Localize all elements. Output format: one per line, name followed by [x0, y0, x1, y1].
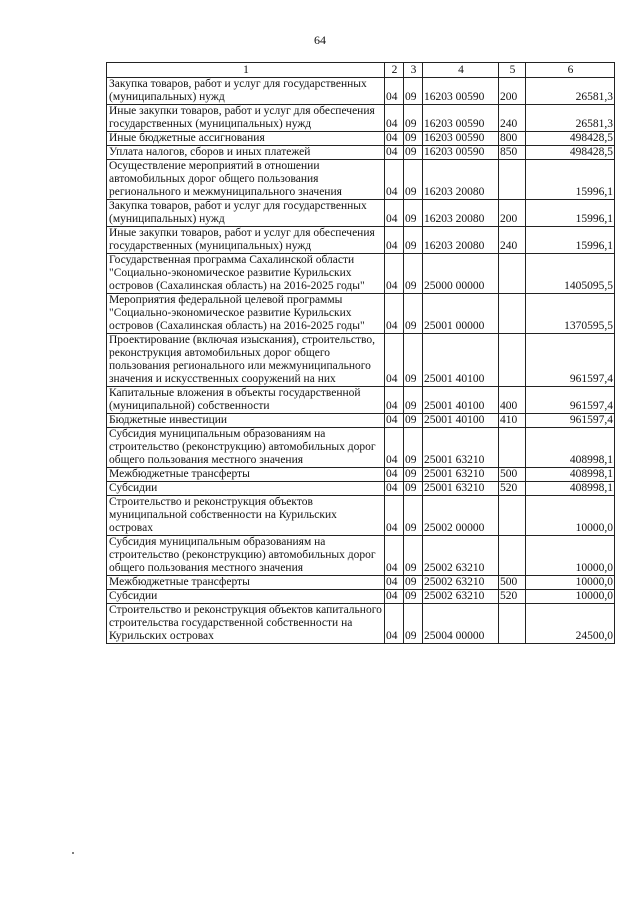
row-section: 04 — [385, 590, 404, 604]
header-row — [107, 63, 615, 78]
row-amount: 10000,0 — [526, 496, 615, 536]
row-expense-type — [499, 160, 526, 200]
row-expense-type: 850 — [499, 146, 526, 160]
row-subsection: 09 — [404, 387, 423, 414]
row-section: 04 — [385, 146, 404, 160]
row-name: Строительство и реконструкция объектов капитального строительства государственной собственности на Курильских островах — [107, 604, 385, 644]
row-name: Субсидия муниципальным образованиям на строительство (реконструкцию) автомобильных дорог общего пользования местного значения — [107, 428, 385, 468]
row-amount: 24500,0 — [526, 604, 615, 644]
row-subsection: 09 — [404, 132, 423, 146]
row-target-article: 25002 00000 — [423, 496, 499, 536]
row-amount: 26581,3 — [526, 78, 615, 105]
column-header-section: 2 — [385, 63, 404, 78]
row-section: 04 — [385, 200, 404, 227]
row-section: 04 — [385, 254, 404, 294]
row-amount: 10000,0 — [526, 576, 615, 590]
row-subsection: 09 — [404, 105, 423, 132]
row-section: 04 — [385, 604, 404, 644]
row-target-article: 16203 20080 — [423, 160, 499, 200]
row-name: Строительство и реконструкция объектов муниципальной собственности на Курильских островах — [107, 496, 385, 536]
table-row — [107, 227, 615, 254]
row-amount: 961597,4 — [526, 414, 615, 428]
table-row — [107, 254, 615, 294]
row-section: 04 — [385, 78, 404, 105]
table-row — [107, 105, 615, 132]
row-name: Иные бюджетные ассигнования — [107, 132, 385, 146]
row-subsection: 09 — [404, 227, 423, 254]
row-name: Иные закупки товаров, работ и услуг для обеспечения государственных (муниципальных) нужд — [107, 227, 385, 254]
row-target-article: 25001 40100 — [423, 387, 499, 414]
row-expense-type: 520 — [499, 482, 526, 496]
row-expense-type: 500 — [499, 576, 526, 590]
row-subsection: 09 — [404, 604, 423, 644]
row-name: Уплата налогов, сборов и иных платежей — [107, 146, 385, 160]
row-expense-type: 500 — [499, 468, 526, 482]
row-section: 04 — [385, 496, 404, 536]
row-expense-type — [499, 496, 526, 536]
row-section: 04 — [385, 482, 404, 496]
row-target-article: 25004 00000 — [423, 604, 499, 644]
row-section: 04 — [385, 387, 404, 414]
row-target-article: 16203 00590 — [423, 146, 499, 160]
row-subsection: 09 — [404, 482, 423, 496]
row-subsection: 09 — [404, 294, 423, 334]
row-expense-type: 200 — [499, 78, 526, 105]
row-name: Капитальные вложения в объекты государственной (муниципальной) собственности — [107, 387, 385, 414]
row-subsection: 09 — [404, 414, 423, 428]
row-amount: 15996,1 — [526, 200, 615, 227]
row-name: Закупка товаров, работ и услуг для государственных (муниципальных) нужд — [107, 78, 385, 105]
row-amount: 1405095,5 — [526, 254, 615, 294]
row-subsection: 09 — [404, 576, 423, 590]
row-target-article: 25001 63210 — [423, 482, 499, 496]
row-target-article: 25001 40100 — [423, 414, 499, 428]
row-expense-type — [499, 428, 526, 468]
column-header-expense-type: 5 — [499, 63, 526, 78]
row-subsection: 09 — [404, 334, 423, 387]
table-row — [107, 414, 615, 428]
row-amount: 10000,0 — [526, 590, 615, 604]
row-section: 04 — [385, 576, 404, 590]
row-amount: 1370595,5 — [526, 294, 615, 334]
row-target-article: 25001 40100 — [423, 334, 499, 387]
row-expense-type: 240 — [499, 105, 526, 132]
row-amount: 408998,1 — [526, 428, 615, 468]
row-target-article: 16203 20080 — [423, 227, 499, 254]
column-header-name: 1 — [107, 63, 385, 78]
row-name: Иные закупки товаров, работ и услуг для обеспечения государственных (муниципальных) нужд — [107, 105, 385, 132]
row-amount: 498428,5 — [526, 146, 615, 160]
table-row — [107, 590, 615, 604]
column-header-target-article: 4 — [423, 63, 499, 78]
row-name: Субсидия муниципальным образованиям на строительство (реконструкцию) автомобильных дорог общего пользования местного значения — [107, 536, 385, 576]
row-expense-type: 410 — [499, 414, 526, 428]
row-expense-type: 520 — [499, 590, 526, 604]
page-number: 64 — [314, 33, 326, 47]
row-amount: 408998,1 — [526, 468, 615, 482]
table-row — [107, 468, 615, 482]
row-subsection: 09 — [404, 428, 423, 468]
table-row — [107, 604, 615, 644]
row-subsection: 09 — [404, 160, 423, 200]
row-target-article: 25001 63210 — [423, 428, 499, 468]
column-header-amount: 6 — [526, 63, 615, 78]
row-target-article: 25002 63210 — [423, 536, 499, 576]
table-row — [107, 160, 615, 200]
row-section: 04 — [385, 294, 404, 334]
row-expense-type — [499, 334, 526, 387]
row-target-article: 16203 00590 — [423, 105, 499, 132]
row-name: Межбюджетные трансферты — [107, 576, 385, 590]
row-section: 04 — [385, 536, 404, 576]
row-section: 04 — [385, 227, 404, 254]
row-target-article: 16203 00590 — [423, 78, 499, 105]
row-name: Субсидии — [107, 590, 385, 604]
table-row — [107, 576, 615, 590]
row-section: 04 — [385, 105, 404, 132]
row-expense-type: 800 — [499, 132, 526, 146]
row-subsection: 09 — [404, 200, 423, 227]
table-row — [107, 387, 615, 414]
row-amount: 961597,4 — [526, 334, 615, 387]
scan-dot — [72, 852, 74, 854]
table-body — [107, 78, 615, 644]
table-row — [107, 536, 615, 576]
row-expense-type — [499, 536, 526, 576]
table-row — [107, 428, 615, 468]
row-name: Бюджетные инвестиции — [107, 414, 385, 428]
row-amount: 26581,3 — [526, 105, 615, 132]
row-subsection: 09 — [404, 590, 423, 604]
table-row — [107, 482, 615, 496]
row-name: Осуществление мероприятий в отношении автомобильных дорог общего пользования регионального и межмуниципального значения — [107, 160, 385, 200]
row-subsection: 09 — [404, 78, 423, 105]
row-section: 04 — [385, 468, 404, 482]
row-subsection: 09 — [404, 536, 423, 576]
row-expense-type — [499, 604, 526, 644]
row-amount: 15996,1 — [526, 160, 615, 200]
row-section: 04 — [385, 414, 404, 428]
table-row — [107, 132, 615, 146]
row-subsection: 09 — [404, 146, 423, 160]
row-section: 04 — [385, 334, 404, 387]
row-expense-type: 400 — [499, 387, 526, 414]
row-target-article: 25002 63210 — [423, 590, 499, 604]
row-amount: 408998,1 — [526, 482, 615, 496]
row-name: Мероприятия федеральной целевой программы "Социально-экономическое развитие Курильских островов (Сахалинская область) на 2016-2025 годы" — [107, 294, 385, 334]
budget-table — [106, 62, 615, 644]
table-row — [107, 294, 615, 334]
row-section: 04 — [385, 160, 404, 200]
row-section: 04 — [385, 132, 404, 146]
row-name: Государственная программа Сахалинской области "Социально-экономическое развитие Курильских островов (Сахалинская область) на 2016-2025 годы" — [107, 254, 385, 294]
row-expense-type: 200 — [499, 200, 526, 227]
row-target-article: 16203 00590 — [423, 132, 499, 146]
row-expense-type: 240 — [499, 227, 526, 254]
row-amount: 961597,4 — [526, 387, 615, 414]
row-amount: 10000,0 — [526, 536, 615, 576]
row-name: Проектирование (включая изыскания), строительство, реконструкция автомобильных дорог общего пользования регионального или межмуниципального значения и искусственных сооружений на них — [107, 334, 385, 387]
row-section: 04 — [385, 428, 404, 468]
row-target-article: 25001 63210 — [423, 468, 499, 482]
row-target-article: 25000 00000 — [423, 254, 499, 294]
table-row — [107, 496, 615, 536]
table-row — [107, 200, 615, 227]
table-row — [107, 334, 615, 387]
column-header-subsection: 3 — [404, 63, 423, 78]
row-amount: 498428,5 — [526, 132, 615, 146]
row-target-article: 16203 20080 — [423, 200, 499, 227]
table-row — [107, 146, 615, 160]
row-name: Субсидии — [107, 482, 385, 496]
table-row — [107, 78, 615, 105]
row-subsection: 09 — [404, 496, 423, 536]
row-name: Межбюджетные трансферты — [107, 468, 385, 482]
row-amount: 15996,1 — [526, 227, 615, 254]
row-subsection: 09 — [404, 254, 423, 294]
row-target-article: 25002 63210 — [423, 576, 499, 590]
row-expense-type — [499, 294, 526, 334]
row-name: Закупка товаров, работ и услуг для государственных (муниципальных) нужд — [107, 200, 385, 227]
row-expense-type — [499, 254, 526, 294]
row-subsection: 09 — [404, 468, 423, 482]
row-target-article: 25001 00000 — [423, 294, 499, 334]
